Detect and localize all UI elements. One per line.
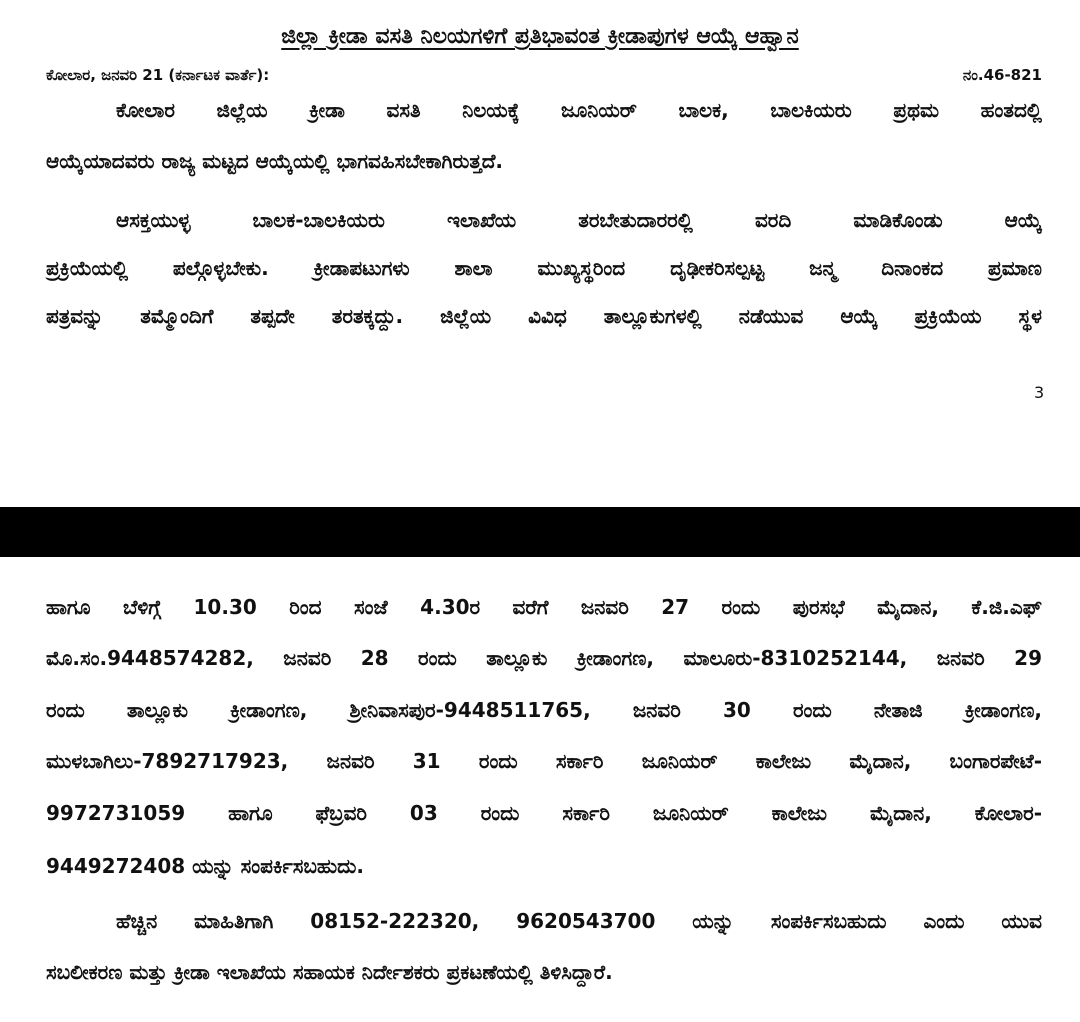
- paragraph-2-line-7: ಮುಳಬಾಗಿಲು-7892717923, ಜನವರಿ 31 ರಂದು ಸರ್ಕಾರಿ ಜೂನಿಯರ್ ಕಾಲೇಜು ಮೈದಾನ, ಬಂಗಾರಪೇಟೆ-: [46, 749, 1042, 773]
- paragraph-3-line-1: ಹೆಚ್ಚಿನ ಮಾಹಿತಿಗಾಗಿ 08152-222320, 9620543700 ಯನ್ನು ಸಂಪರ್ಕಿಸಬಹುದು ಎಂದು ಯುವ: [116, 909, 1042, 933]
- paragraph-2-line-6: ರಂದು ತಾಲ್ಲೂಕು ಕ್ರೀಡಾಂಗಣ, ಶ್ರೀನಿವಾಸಪುರ-9448511765, ಜನವರಿ 30 ರಂದು ನೇತಾಜಿ ಕ್ರೀಡಾಂಗಣ,: [46, 698, 1042, 722]
- paragraph-2-line-9: 9449272408 ಯನ್ನು ಸಂಪರ್ಕಿಸಬಹುದು.: [46, 854, 364, 878]
- redaction-band: [0, 507, 1080, 557]
- paragraph-2-line-8: 9972731059 ಹಾಗೂ ಫೆಬ್ರವರಿ 03 ರಂದು ಸರ್ಕಾರಿ ಜೂನಿಯರ್ ಕಾಲೇಜು ಮೈದಾನ, ಕೋಲಾರ-: [46, 801, 1042, 825]
- reference-number: ನಂ.46-821: [962, 66, 1042, 84]
- document-title: ಜಿಲ್ಲಾ ಕ್ರೀಡಾ ವಸತಿ ನಿಲಯಗಳಿಗೆ ಪ್ರತಿಭಾವಂತ ಕ್ರೀಡಾಪುಗಳ ಆಯ್ಕೆ ಆಹ್ವಾನ: [281, 24, 799, 49]
- paragraph-2-line-1: ಆಸಕ್ತಯುಳ್ಳ ಬಾಲಕ-ಬಾಲಕಿಯರು ಇಲಾಖೆಯ ತರಬೇತುದಾರರಲ್ಲಿ ವರದಿ ಮಾಡಿಕೊಂಡು ಆಯ್ಕೆ: [116, 208, 1042, 232]
- paragraph-2-line-2: ಪ್ರಕ್ರಿಯೆಯಲ್ಲಿ ಪಲ್ಗೊಳ್ಳಬೇಕು. ಕ್ರೀಡಾಪಟುಗಳು ಶಾಲಾ ಮುಖ್ಯಸ್ಥರಿಂದ ದೃಢೀಕರಿಸಲ್ಪಟ್ಟ ಜನ್ಮ ದಿನಾಂಕದ ಪ್ರಮಾಣ: [46, 256, 1042, 280]
- dateline: ಕೋಲಾರ, ಜನವರಿ 21 (ಕರ್ನಾಟಕ ವಾರ್ತೆ):: [46, 66, 270, 84]
- paragraph-2-line-4: ಹಾಗೂ ಬೆಳಿಗ್ಗೆ 10.30 ರಿಂದ ಸಂಜೆ 4.30ರ ವರೆಗೆ ಜನವರಿ 27 ರಂದು ಪುರಸಭೆ ಮೈದಾನ, ಕೆ.ಜಿ.ಎಫ್: [46, 595, 1042, 619]
- page-number: 3: [1034, 383, 1045, 402]
- paragraph-2-line-3: ಪತ್ರವನ್ನು ತಮ್ಮೊಂದಿಗೆ ತಪ್ಪದೇ ತರತಕ್ಕದ್ದು. ಜಿಲ್ಲೆಯ ವಿವಿಧ ತಾಲ್ಲೂಕುಗಳಲ್ಲಿ ನಡೆಯುವ ಆಯ್ಕೆ ಪ್ರಕ್ರಿಯೆಯ ಸ್ಥಳ: [46, 304, 1042, 328]
- paragraph-1-line-2: ಆಯ್ಕೆಯಾದವರು ರಾಜ್ಯ ಮಟ್ಟದ ಆಯ್ಕೆಯಲ್ಲಿ ಭಾಗವಹಿಸಬೇಕಾಗಿರುತ್ತದೆ.: [46, 149, 504, 173]
- paragraph-3-line-2: ಸಬಲೀಕರಣ ಮತ್ತು ಕ್ರೀಡಾ ಇಲಾಖೆಯ ಸಹಾಯಕ ನಿರ್ದೇಶಕರು ಪ್ರಕಟಣೆಯಲ್ಲಿ ತಿಳಿಸಿದ್ದಾರೆ.: [46, 960, 613, 984]
- paragraph-1-line-1: ಕೋಲಾರ ಜಿಲ್ಲೆಯ ಕ್ರೀಡಾ ವಸತಿ ನಿಲಯಕ್ಕೆ ಜೂನಿಯರ್ ಬಾಲಕ, ಬಾಲಕಿಯರು ಪ್ರಥಮ ಹಂತದಲ್ಲಿ: [116, 98, 1042, 122]
- paragraph-2-line-5: ಮೊ.ಸಂ.9448574282, ಜನವರಿ 28 ರಂದು ತಾಲ್ಲೂಕು ಕ್ರೀಡಾಂಗಣ, ಮಾಲೂರು-8310252144, ಜನವರಿ 29: [46, 646, 1042, 670]
